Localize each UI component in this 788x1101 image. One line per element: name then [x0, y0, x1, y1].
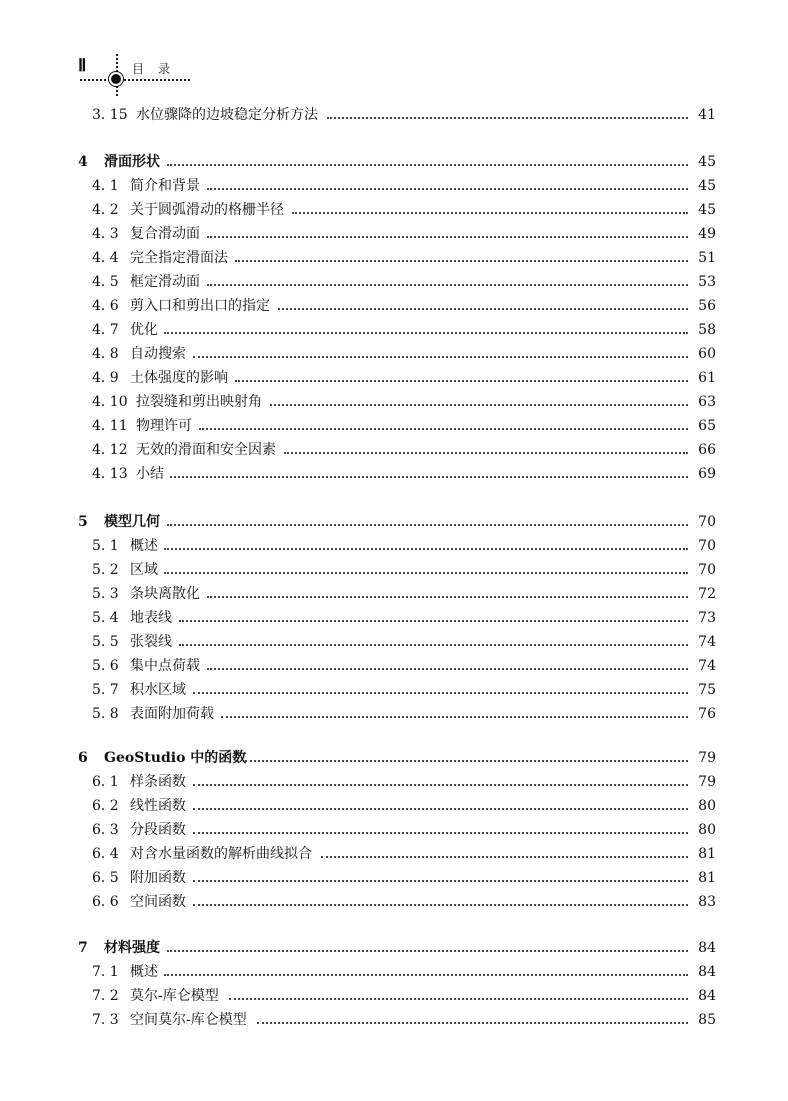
toc-number: 3. 15 — [92, 107, 128, 123]
toc-dot-leader — [167, 164, 688, 166]
toc-number: 4. 5 — [92, 274, 119, 290]
toc-title: GeoStudio 中的函数 — [104, 750, 247, 766]
toc-number: 4. 13 — [92, 466, 128, 482]
toc-dot-leader — [167, 524, 688, 526]
toc-page-number: 73 — [698, 610, 716, 626]
toc-page-number: 49 — [698, 226, 716, 242]
toc-number: 4. 6 — [92, 298, 119, 314]
toc-page-number: 56 — [698, 298, 716, 314]
toc-title: 完全指定滑面法 — [130, 250, 228, 266]
toc-title: 小结 — [136, 466, 164, 482]
toc-title: 复合滑动面 — [130, 226, 200, 242]
toc-page-number: 65 — [698, 418, 716, 434]
toc-chapter-row[interactable] — [0, 746, 788, 770]
toc-section-row[interactable] — [0, 890, 788, 914]
toc-page-number: 61 — [698, 370, 716, 386]
toc-title: 积水区域 — [130, 682, 186, 698]
toc-page-number: 79 — [698, 750, 716, 766]
toc-title: 分段函数 — [130, 822, 186, 838]
toc-page-number: 51 — [698, 250, 716, 266]
toc-title: 概述 — [130, 538, 158, 554]
toc-title: 优化 — [130, 322, 158, 338]
toc-page-number: 83 — [698, 894, 716, 910]
toc-title: 材料强度 — [104, 940, 160, 956]
toc-dot-leader — [221, 716, 688, 718]
toc-section-row[interactable] — [0, 582, 788, 606]
toc-section-row[interactable] — [0, 702, 788, 726]
toc-page-number: 76 — [698, 706, 716, 722]
toc-section-row[interactable] — [0, 984, 788, 1008]
toc-section-row[interactable] — [0, 558, 788, 582]
toc-section-row[interactable] — [0, 294, 788, 318]
toc-number: 5. 4 — [92, 610, 119, 626]
toc-number: 6. 4 — [92, 846, 119, 862]
header-horizontal-rule — [80, 79, 190, 81]
toc-page-number: 69 — [698, 466, 716, 482]
toc-title: 线性函数 — [130, 798, 186, 814]
toc-section-row[interactable] — [0, 174, 788, 198]
toc-title: 框定滑动面 — [130, 274, 200, 290]
toc-dot-leader — [167, 950, 688, 952]
toc-page-number: 81 — [698, 870, 716, 886]
toc-number: 4. 2 — [92, 202, 119, 218]
toc-page-number: 79 — [698, 774, 716, 790]
toc-section-row[interactable] — [0, 270, 788, 294]
toc-dot-leader — [193, 784, 688, 786]
toc-chapter-row[interactable] — [0, 936, 788, 960]
toc-page-number: 81 — [698, 846, 716, 862]
toc-dot-leader — [193, 832, 688, 834]
toc-title: 空间函数 — [130, 894, 186, 910]
toc-page-number: 74 — [698, 658, 716, 674]
toc-number: 7 — [78, 940, 88, 956]
toc-title: 自动搜索 — [130, 346, 186, 362]
toc-section-row[interactable] — [0, 342, 788, 366]
toc-page-number: 66 — [698, 442, 716, 458]
toc-dot-leader — [164, 974, 688, 976]
toc-title: 简介和背景 — [130, 178, 200, 194]
toc-number: 4. 10 — [92, 394, 128, 410]
toc-number: 4. 4 — [92, 250, 119, 266]
toc-section-row[interactable] — [0, 222, 788, 246]
toc-section-row[interactable] — [0, 654, 788, 678]
toc-dot-leader — [321, 856, 688, 858]
toc-title: 物理许可 — [136, 418, 192, 434]
toc-section-row[interactable] — [0, 842, 788, 866]
toc-number: 5. 2 — [92, 562, 119, 578]
toc-page-number: 41 — [698, 107, 716, 123]
toc-page-number: 45 — [698, 202, 716, 218]
toc-section-row[interactable] — [0, 678, 788, 702]
toc-number: 7. 2 — [92, 988, 119, 1004]
toc-number: 5. 5 — [92, 634, 119, 650]
toc-dot-leader — [327, 117, 688, 119]
toc-title: 附加函数 — [130, 870, 186, 886]
toc-section-row[interactable] — [0, 1008, 788, 1032]
toc-title: 滑面形状 — [104, 154, 160, 170]
header-title: 目录 — [132, 62, 185, 76]
toc-section-row[interactable] — [0, 366, 788, 390]
toc-section-row[interactable] — [0, 770, 788, 794]
toc-page-number: 53 — [698, 274, 716, 290]
toc-number: 4. 1 — [92, 178, 119, 194]
toc-title: 土体强度的影响 — [130, 370, 228, 386]
toc-page-number: 80 — [698, 822, 716, 838]
toc-title: 概述 — [130, 964, 158, 980]
toc-title: 条块离散化 — [130, 586, 200, 602]
toc-dot-leader — [193, 904, 688, 906]
toc-dot-leader — [270, 404, 688, 406]
toc-title: 对含水量函数的解析曲线拟合 — [130, 846, 312, 862]
toc-title: 拉裂缝和剪出映射角 — [136, 394, 262, 410]
toc-dot-leader — [170, 476, 688, 478]
toc-page-number: 74 — [698, 634, 716, 650]
toc-number: 5. 3 — [92, 586, 119, 602]
toc-dot-leader — [164, 548, 688, 550]
toc-section-row[interactable] — [0, 534, 788, 558]
toc-title: 无效的滑面和安全因素 — [136, 442, 276, 458]
toc-page-number: 70 — [698, 514, 716, 530]
toc-title: 样条函数 — [130, 774, 186, 790]
toc-page-number: 84 — [698, 940, 716, 956]
toc-page-number: 84 — [698, 964, 716, 980]
toc-dot-leader — [207, 596, 688, 598]
toc-number: 6. 1 — [92, 774, 119, 790]
toc-page-number: 63 — [698, 394, 716, 410]
toc-dot-leader — [193, 880, 688, 882]
toc-section-row[interactable] — [0, 462, 788, 486]
toc-number: 5. 1 — [92, 538, 119, 554]
toc-title: 集中点荷载 — [130, 658, 200, 674]
toc-number: 7. 1 — [92, 964, 119, 980]
toc-number: 5. 8 — [92, 706, 119, 722]
toc-dot-leader — [207, 284, 688, 286]
page-header — [78, 54, 198, 100]
toc-dot-leader — [292, 212, 688, 214]
toc-dot-leader — [229, 998, 688, 1000]
toc-page-number: 60 — [698, 346, 716, 362]
toc-number: 4. 7 — [92, 322, 119, 338]
toc-page-number: 45 — [698, 178, 716, 194]
toc-dot-leader — [193, 808, 688, 810]
toc-number: 5. 7 — [92, 682, 119, 698]
toc-number: 4. 9 — [92, 370, 119, 386]
toc-title: 表面附加荷载 — [130, 706, 214, 722]
toc-page-number: 70 — [698, 538, 716, 554]
toc-section-row[interactable] — [0, 246, 788, 270]
toc-dot-leader — [235, 380, 688, 382]
toc-dot-leader — [207, 668, 688, 670]
toc-dot-leader — [179, 620, 688, 622]
toc-title: 剪入口和剪出口的指定 — [130, 298, 270, 314]
toc-title: 空间莫尔-库仑模型 — [130, 1012, 247, 1028]
toc-page-number: 72 — [698, 586, 716, 602]
toc-section-row[interactable] — [0, 198, 788, 222]
toc-title: 水位骤降的边坡稳定分析方法 — [136, 107, 318, 123]
toc-number: 4. 8 — [92, 346, 119, 362]
toc-page-number: 85 — [698, 1012, 716, 1028]
toc-section-row[interactable] — [0, 438, 788, 462]
toc-number: 7. 3 — [92, 1012, 119, 1028]
toc-section-row[interactable] — [0, 960, 788, 984]
page-roman-numeral: Ⅱ — [78, 56, 87, 75]
toc-section-row[interactable] — [0, 390, 788, 414]
toc-number: 6. 3 — [92, 822, 119, 838]
toc-section-row[interactable] — [0, 103, 788, 127]
toc-number: 6. 5 — [92, 870, 119, 886]
toc-section-row[interactable] — [0, 630, 788, 654]
toc-title: 区域 — [130, 562, 158, 578]
toc-title: 关于圆弧滑动的格栅半径 — [130, 202, 284, 218]
toc-chapter-row[interactable] — [0, 150, 788, 174]
toc-dot-leader — [179, 644, 688, 646]
header-bullet-icon — [111, 74, 121, 84]
toc-title: 莫尔-库仑模型 — [130, 988, 219, 1004]
toc-number: 6. 6 — [92, 894, 119, 910]
toc-dot-leader — [257, 1022, 688, 1024]
toc-dot-leader — [164, 572, 688, 574]
toc-page-number: 75 — [698, 682, 716, 698]
toc-dot-leader — [278, 308, 688, 310]
toc-dot-leader — [193, 692, 688, 694]
toc-section-row[interactable] — [0, 606, 788, 630]
toc-page-number: 45 — [698, 154, 716, 170]
toc-page-number: 58 — [698, 322, 716, 338]
toc-dot-leader — [284, 452, 688, 454]
toc-title: 模型几何 — [104, 514, 160, 530]
toc-section-row[interactable] — [0, 414, 788, 438]
toc-page-number: 84 — [698, 988, 716, 1004]
toc-section-row[interactable] — [0, 794, 788, 818]
toc-number: 4 — [78, 154, 88, 170]
toc-section-row[interactable] — [0, 866, 788, 890]
toc-number: 6. 2 — [92, 798, 119, 814]
toc-number: 6 — [78, 750, 88, 766]
toc-dot-leader — [207, 188, 688, 190]
toc-number: 5. 6 — [92, 658, 119, 674]
toc-page-number: 70 — [698, 562, 716, 578]
toc-dot-leader — [193, 356, 688, 358]
toc-page-number: 80 — [698, 798, 716, 814]
toc-title: 地表线 — [130, 610, 172, 626]
toc-chapter-row[interactable] — [0, 510, 788, 534]
toc-number: 4. 12 — [92, 442, 128, 458]
toc-dot-leader — [164, 332, 688, 334]
toc-section-row[interactable] — [0, 318, 788, 342]
toc-dot-leader — [235, 260, 688, 262]
toc-number: 4. 3 — [92, 226, 119, 242]
toc-dot-leader — [199, 428, 688, 430]
toc-number: 4. 11 — [92, 418, 128, 434]
toc-number: 5 — [78, 514, 88, 530]
toc-section-row[interactable] — [0, 818, 788, 842]
toc-dot-leader — [207, 236, 688, 238]
toc-dot-leader — [245, 760, 688, 762]
toc-title: 张裂线 — [130, 634, 172, 650]
